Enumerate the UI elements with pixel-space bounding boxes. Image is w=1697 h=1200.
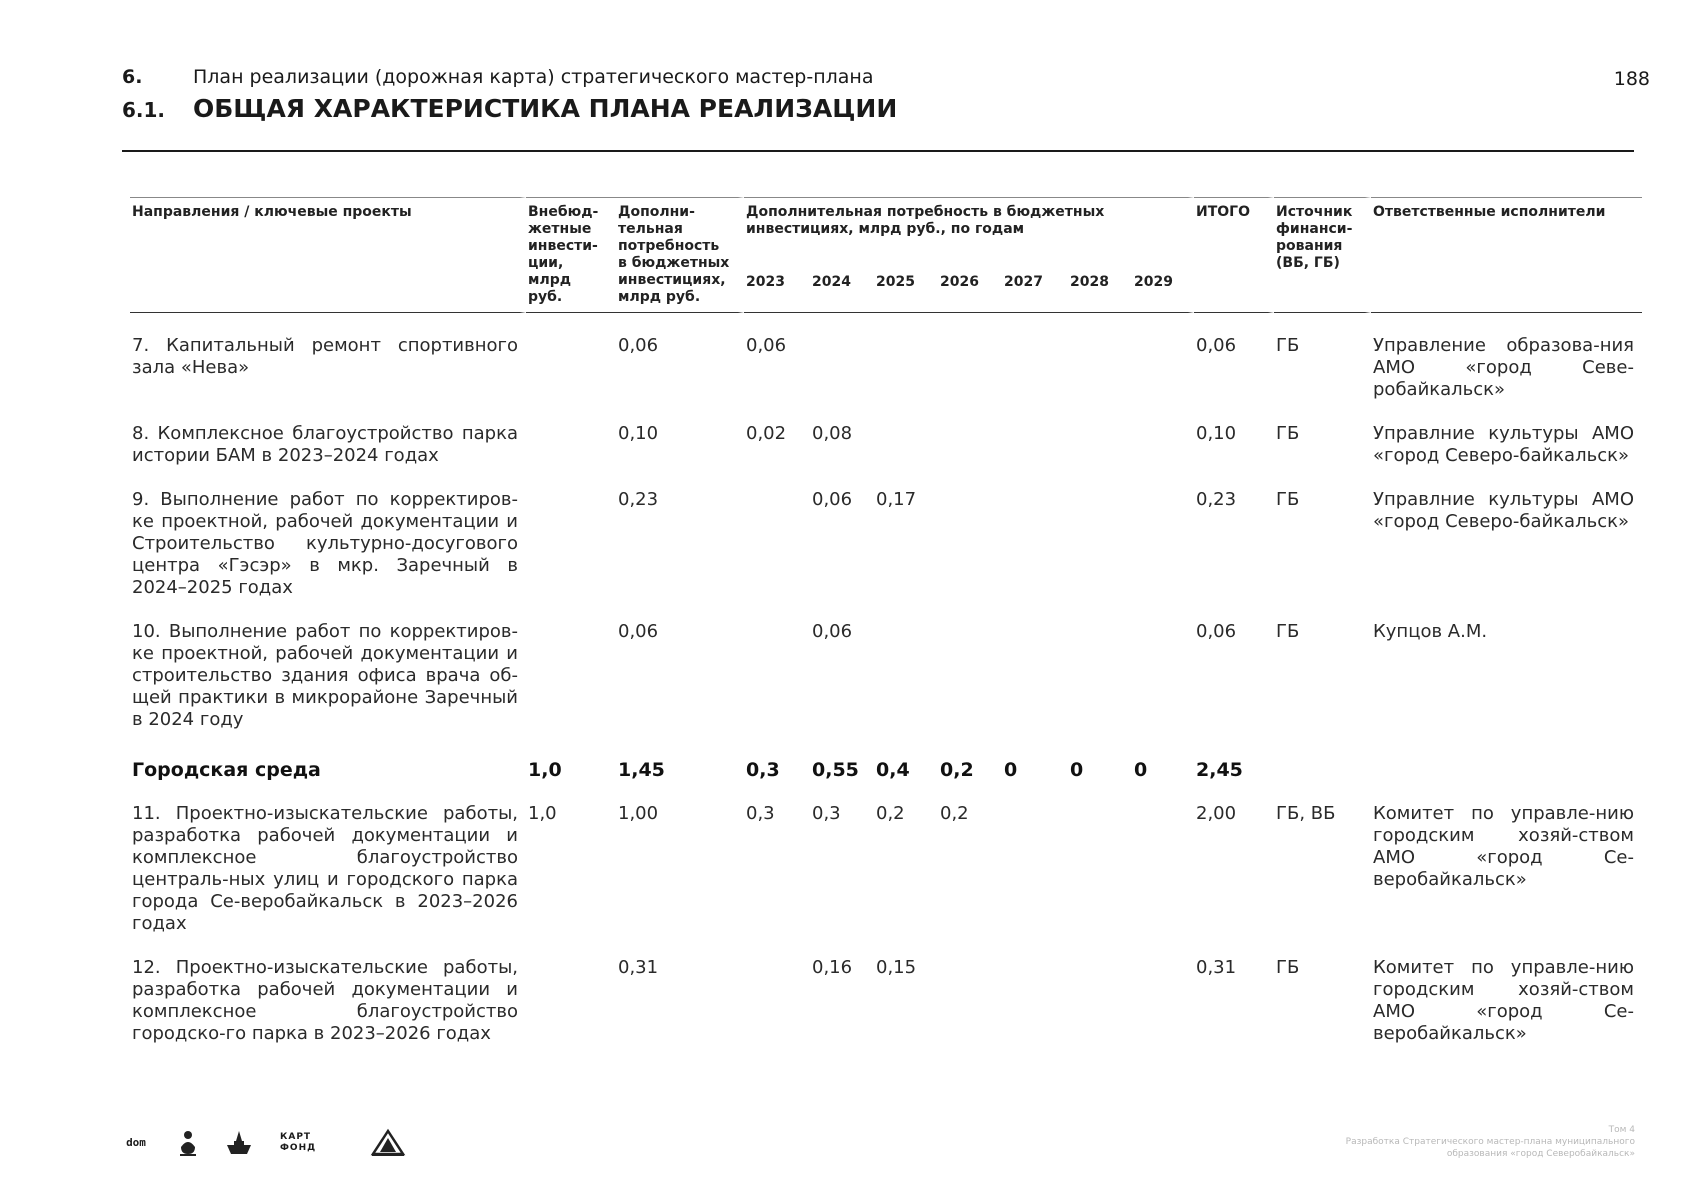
footer-note <box>1255 1124 1635 1160</box>
page-number: 188 <box>1613 68 1650 90</box>
year-cell: 0,3 <box>746 803 775 824</box>
year-cell: 0,16 <box>812 957 853 978</box>
year-cell <box>938 467 1002 599</box>
section-heading <box>122 94 1634 123</box>
source-cell: ГБ <box>1276 489 1300 510</box>
table-row <box>130 935 1642 1055</box>
total-cell: 0,23 <box>1196 489 1237 510</box>
year-cell <box>1068 935 1132 1055</box>
year-cell: 0,4 <box>876 759 910 781</box>
budget-cell: 1,45 <box>618 759 665 781</box>
year-cell <box>874 401 938 467</box>
year-cell: 0,3 <box>746 759 780 781</box>
table-row <box>130 401 1642 467</box>
year-cell: 0,2 <box>940 803 969 824</box>
year-cell <box>1132 935 1194 1055</box>
footer-note-line: образования «город Северобайкальск» <box>1446 1149 1635 1159</box>
year-cell: 0 <box>1070 759 1084 781</box>
drop-logo-icon <box>178 1129 198 1157</box>
year-cell: 0,06 <box>746 335 787 356</box>
total-cell: 0,06 <box>1196 335 1237 356</box>
project-name: 12. Проектно-изыскательские работы, разработка рабочей документации и комплексное благоустройство городско-го парка в 2023–2026 годах <box>132 957 518 1044</box>
year-cell: 0,2 <box>940 759 974 781</box>
project-name: 7. Капитальный ремонт спортивного зала «Нева» <box>132 335 518 378</box>
year-cell <box>938 935 1002 1055</box>
extrabudget-cell <box>526 935 616 1055</box>
year-cell <box>1132 401 1194 467</box>
year-cell: 0,06 <box>812 621 853 642</box>
responsible-cell: Комитет по управле-нию городским хозяй-ством АМО «город Се-веробайкальск» <box>1373 957 1634 1044</box>
year-cell <box>1002 401 1068 467</box>
budget-cell: 1,00 <box>618 803 659 824</box>
year-cell: 0,02 <box>746 423 787 444</box>
footer-note-line: Том 4 <box>1608 1125 1635 1135</box>
year-cell: 0 <box>1004 759 1018 781</box>
year-cell <box>938 599 1002 731</box>
year-header: 2025 <box>874 270 938 313</box>
dom-logo-icon: dom <box>126 1136 146 1149</box>
year-cell <box>1002 313 1068 401</box>
year-cell <box>1068 401 1132 467</box>
table-header-row <box>130 197 1642 270</box>
project-name: 10. Выполнение работ по корректиров-ке проектной, рабочей документации и строительство здания офиса врача об-щей практики в микрорайоне Заречный в 2024 году <box>132 621 518 730</box>
budget-cell: 0,23 <box>618 489 659 510</box>
year-cell: 0,17 <box>876 489 917 510</box>
year-cell <box>810 313 874 401</box>
source-cell: ГБ, ВБ <box>1276 803 1336 824</box>
section-name: Городская среда <box>132 759 321 781</box>
kart-fond-logo-icon: КАРТ ФОНД <box>280 1132 317 1153</box>
section-title: ОБЩАЯ ХАРАКТЕРИСТИКА ПЛАНА РЕАЛИЗАЦИИ <box>193 94 898 123</box>
budget-cell: 0,10 <box>618 423 659 444</box>
year-cell <box>1002 935 1068 1055</box>
year-cell <box>744 467 810 599</box>
source-cell: ГБ <box>1276 423 1300 444</box>
extrabudget-cell <box>526 599 616 731</box>
extrabudget-cell <box>526 401 616 467</box>
footer-logos <box>120 1128 406 1158</box>
extrabudget-cell <box>526 467 616 599</box>
table-row <box>130 781 1642 935</box>
table-row <box>130 599 1642 731</box>
year-cell <box>1068 313 1132 401</box>
year-cell: 0,3 <box>812 803 841 824</box>
responsible-cell <box>1371 731 1642 781</box>
col-header-by-year: Дополнительная потребность в бюджетных инвестициях, млрд руб., по годам <box>744 197 1194 270</box>
extrabudget-cell: 1,0 <box>528 759 562 781</box>
total-cell: 0,31 <box>1196 957 1237 978</box>
source-cell: ГБ <box>1276 335 1300 356</box>
footer-note-line: Разработка Стратегического мастер-плана муниципального <box>1345 1137 1635 1147</box>
year-cell <box>938 313 1002 401</box>
year-cell <box>1002 467 1068 599</box>
source-cell: ГБ <box>1276 621 1300 642</box>
year-cell <box>1132 781 1194 935</box>
responsible-cell: Управлние культуры АМО «город Северо-байкальск» <box>1373 423 1634 466</box>
budget-cell: 0,06 <box>618 621 659 642</box>
budget-cell: 0,06 <box>618 335 659 356</box>
project-name: 8. Комплексное благоустройство парка истории БАМ в 2023–2024 годах <box>132 423 518 466</box>
year-header: 2023 <box>744 270 810 313</box>
total-cell: 2,45 <box>1196 759 1243 781</box>
col-header-extrabudget: Внебюд-жетные инвести-ции, млрд руб. <box>526 197 616 313</box>
total-cell: 2,00 <box>1196 803 1237 824</box>
project-name: 9. Выполнение работ по корректиров-ке проектной, рабочей документации и Строительство культурно-досугового центра «Гэсэр» в мкр. Заречный в 2024–2025 годах <box>132 489 518 598</box>
year-cell <box>1002 781 1068 935</box>
col-header-source: Источник финанси-рования (ВБ, ГБ) <box>1274 197 1371 313</box>
year-cell: 0 <box>1134 759 1148 781</box>
year-cell: 0,55 <box>812 759 859 781</box>
year-cell <box>744 935 810 1055</box>
chapter-number: 6. <box>122 66 143 88</box>
year-cell <box>1068 781 1132 935</box>
chapter-title: План реализации (дорожная карта) стратегического мастер-плана <box>193 66 874 88</box>
year-cell <box>1132 313 1194 401</box>
table-row <box>130 467 1642 599</box>
year-cell: 0,06 <box>812 489 853 510</box>
total-cell: 0,10 <box>1196 423 1237 444</box>
year-header: 2027 <box>1002 270 1068 313</box>
source-cell: ГБ <box>1276 957 1300 978</box>
header-divider <box>122 150 1634 152</box>
year-cell <box>1002 599 1068 731</box>
section-row <box>130 731 1642 781</box>
year-cell: 0,15 <box>876 957 917 978</box>
extrabudget-cell: 1,0 <box>528 803 557 824</box>
boat-logo-icon <box>224 1129 254 1157</box>
year-header: 2026 <box>938 270 1002 313</box>
year-cell: 0,08 <box>812 423 853 444</box>
roadmap-table <box>130 197 1642 1055</box>
section-number: 6.1. <box>122 98 166 122</box>
page-header <box>122 66 1634 123</box>
year-cell <box>938 401 1002 467</box>
responsible-cell: Управление образова-ния АМО «город Севе-робайкальск» <box>1373 335 1634 400</box>
year-cell <box>1132 467 1194 599</box>
total-cell: 0,06 <box>1196 621 1237 642</box>
extrabudget-cell <box>526 313 616 401</box>
year-cell <box>874 599 938 731</box>
year-cell <box>744 599 810 731</box>
table-row <box>130 313 1642 401</box>
project-name: 11. Проектно-изыскательские работы, разработка рабочей документации и комплексное благоустройство централь-ных улиц и городского парка города Се-веробайкальск в 2023–2026 годах <box>132 803 518 934</box>
budget-cell: 0,31 <box>618 957 659 978</box>
year-header: 2024 <box>810 270 874 313</box>
responsible-cell: Купцов А.М. <box>1373 621 1488 642</box>
col-header-total: ИТОГО <box>1194 197 1274 313</box>
col-header-projects: Направления / ключевые проекты <box>130 197 526 313</box>
year-header: 2028 <box>1068 270 1132 313</box>
year-cell: 0,2 <box>876 803 905 824</box>
source-cell <box>1274 731 1371 781</box>
year-cell <box>1132 599 1194 731</box>
col-header-budget-need: Дополни-тельная потребность в бюджетных инвестициях, млрд руб. <box>616 197 744 313</box>
col-header-responsible: Ответственные исполнители <box>1371 197 1642 313</box>
landmark-logo-icon <box>370 1128 406 1158</box>
year-cell <box>874 313 938 401</box>
year-cell <box>1068 599 1132 731</box>
year-cell <box>1068 467 1132 599</box>
responsible-cell: Управлние культуры АМО «город Северо-байкальск» <box>1373 489 1634 532</box>
responsible-cell: Комитет по управле-нию городским хозяй-ством АМО «город Се-веробайкальск» <box>1373 803 1634 890</box>
chapter-heading <box>122 66 1634 88</box>
year-header: 2029 <box>1132 270 1194 313</box>
